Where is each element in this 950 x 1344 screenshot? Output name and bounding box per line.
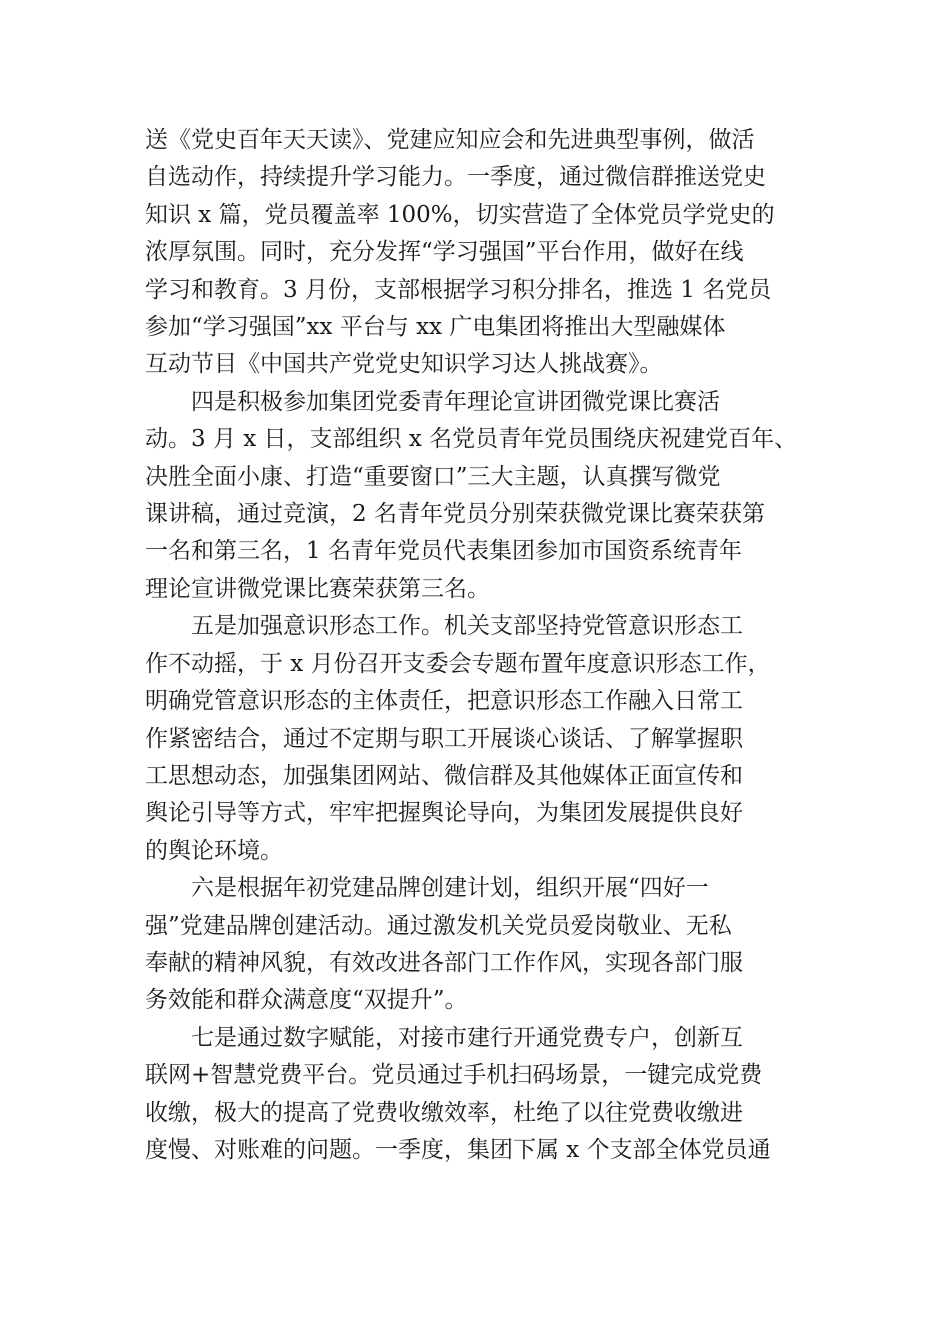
text-line: 六是根据年初党建品牌创建计划，组织开展“四好一	[191, 875, 709, 902]
document-page	[145, 122, 810, 1169]
text-line: 明确党管意识形态的主体责任，把意识形态工作融入日常工	[145, 688, 743, 715]
text-line: 一名和第三名，1 名青年党员代表集团参加市国资系统青年	[145, 538, 742, 565]
text-line: 作紧密结合，通过不定期与职工开展谈心谈话、了解掌握职	[145, 725, 743, 752]
text-line: 送《党史百年天天读》、党建应知应会和先进典型事例，做活	[145, 127, 755, 153]
text-line: 课讲稿，通过竞演，2 名青年党员分别荣获微党课比赛荣获第	[145, 501, 765, 528]
text-line: 收缴，极大的提高了党费收缴效率，杜绝了以往党费收缴进	[145, 1099, 743, 1126]
paragraph-item-seven	[145, 1020, 810, 1170]
text-line: 知识 x 篇，党员覆盖率 100%，切实营造了全体党员学党史的	[145, 201, 775, 228]
text-line: 决胜全面小康、打造“重要窗口”三大主题，认真撰写微党	[145, 463, 721, 490]
text-line: 四是积极参加集团党委青年理论宣讲团微党课比赛活	[191, 388, 720, 415]
text-line: 理论宣讲微党课比赛荣获第三名。	[145, 575, 490, 602]
text-line: 务效能和群众满意度“双提升”。	[145, 987, 468, 1014]
text-line: 互动节目《中国共产党党史知识学习达人挑战赛》。	[145, 351, 663, 378]
text-line: 浓厚氛围。同时，充分发挥“学习强国”平台作用，做好在线	[145, 239, 744, 266]
text-line: 工思想动态，加强集团网站、微信群及其他媒体正面宣传和	[145, 762, 743, 789]
paragraph-item-six	[145, 870, 810, 1020]
text-line: 舆论引导等方式，牢牢把握舆论导向，为集团发展提供良好	[145, 800, 743, 827]
text-line: 联网+智慧党费平台。党员通过手机扫码场景，一键完成党费	[145, 1062, 763, 1089]
paragraph-study-activities	[145, 122, 810, 384]
text-line: 学习和教育。3 月份，支部根据学习积分排名，推选 1 名党员	[145, 276, 772, 303]
paragraph-item-four	[145, 384, 810, 608]
text-line: 强”党建品牌创建活动。通过激发机关党员爱岗敬业、无私	[145, 912, 732, 939]
paragraph-item-five	[145, 608, 810, 870]
text-line: 参加“学习强国”xx 平台与 xx 广电集团将推出大型融媒体	[145, 314, 726, 341]
text-line: 五是加强意识形态工作。机关支部坚持党管意识形态工	[191, 613, 743, 640]
text-line: 的舆论环境。	[145, 837, 283, 864]
text-line: 奉献的精神风貌，有效改进各部门工作作风，实现各部门服	[145, 949, 743, 976]
text-line: 七是通过数字赋能，对接市建行开通党费专户，创新互	[191, 1024, 743, 1051]
text-line: 作不动摇，于 x 月份召开支委会专题布置年度意识形态工作，	[145, 650, 771, 677]
text-line: 动。3 月 x 日，支部组织 x 名党员青年党员围绕庆祝建党百年、	[145, 426, 798, 453]
text-line: 自选动作，持续提升学习能力。一季度，通过微信群推送党史	[145, 164, 766, 191]
text-line: 度慢、对账难的问题。一季度，集团下属 x 个支部全体党员通	[145, 1136, 771, 1163]
